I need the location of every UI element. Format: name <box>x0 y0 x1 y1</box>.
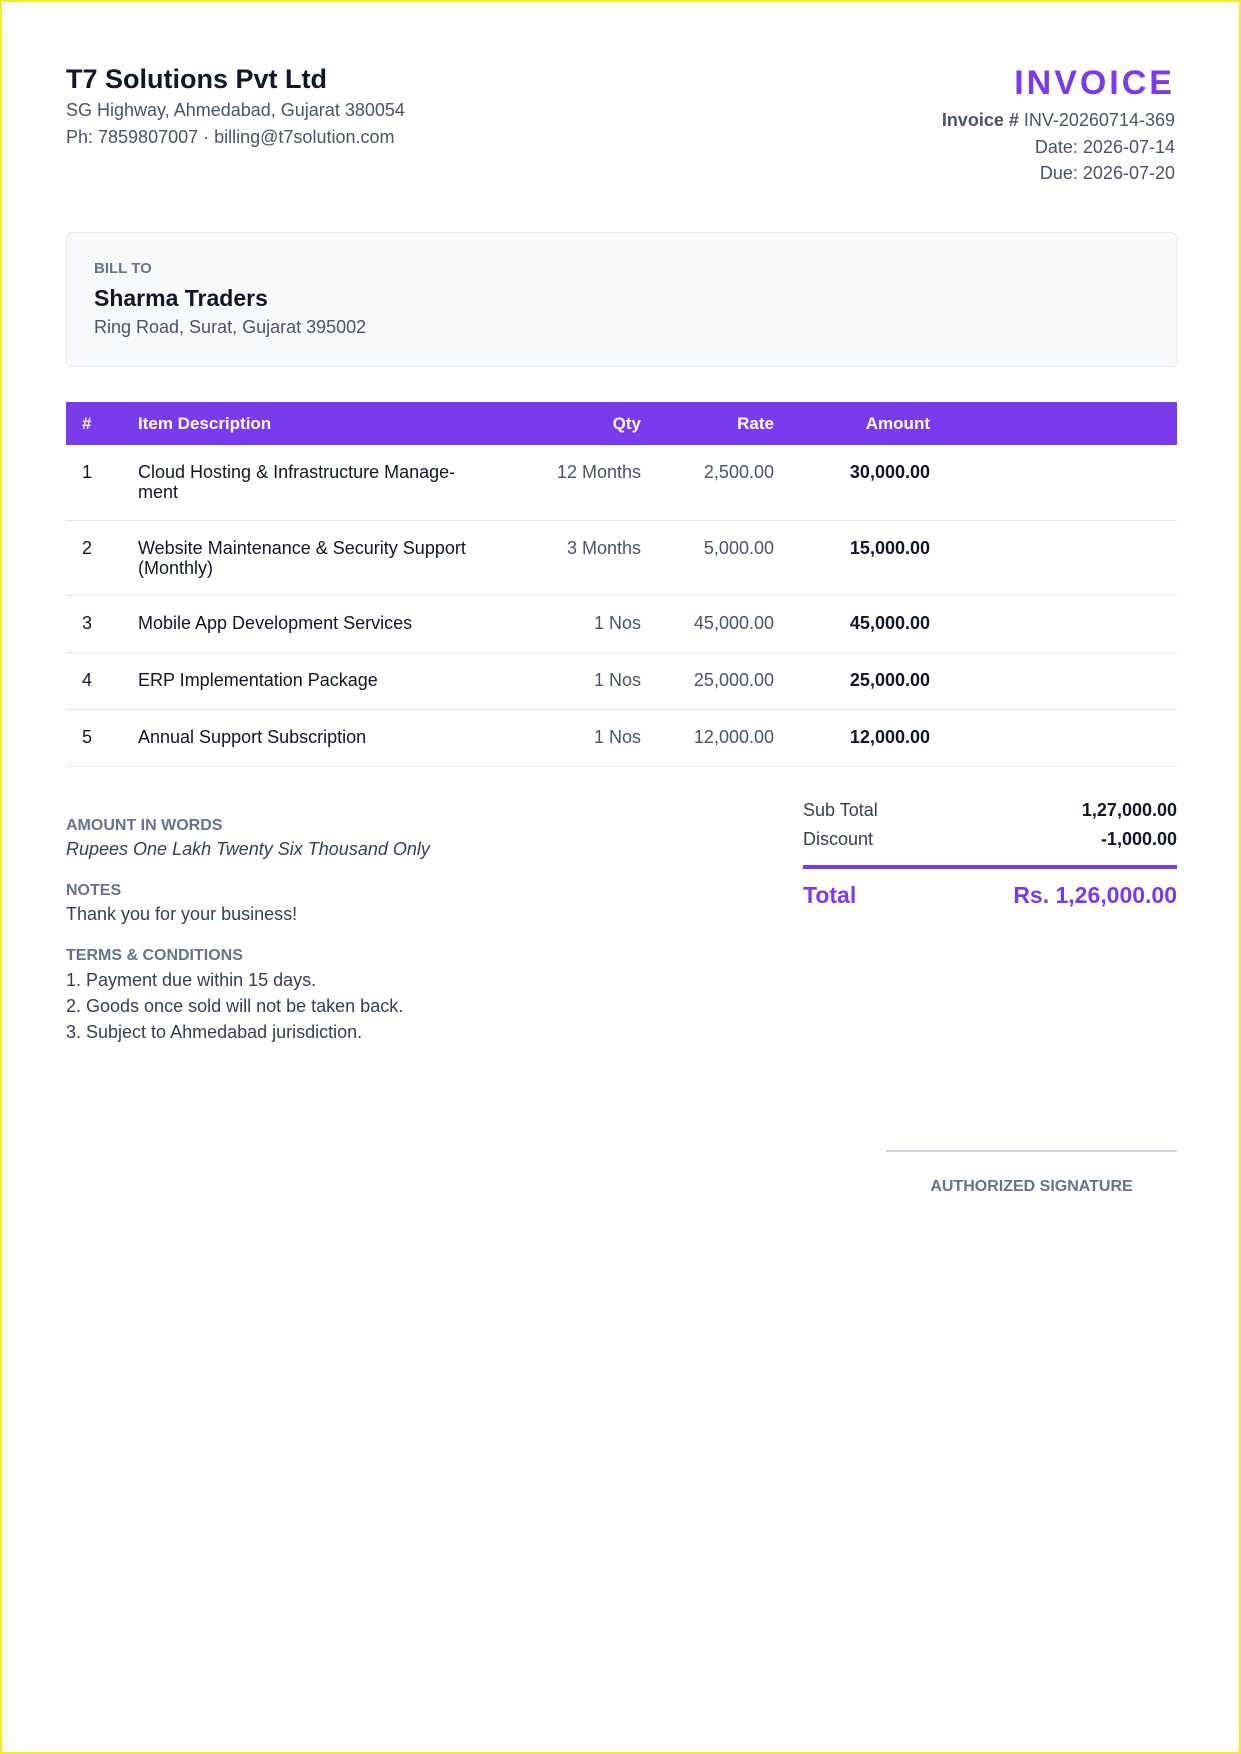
row-qty: 1 Nos <box>498 595 641 652</box>
row-amount: 30,000.00 <box>774 445 930 520</box>
row-description-line1: Website Maintenance & Security Support <box>138 537 466 558</box>
row-num: 3 <box>66 595 138 652</box>
row-amount: 12,000.00 <box>774 709 930 766</box>
row-num: 4 <box>66 652 138 709</box>
row-amount: 25,000.00 <box>774 652 930 709</box>
row-description-line1: Cloud Hosting & Infrastructure Manage- <box>138 462 456 482</box>
signature-line <box>886 1150 1177 1152</box>
row-qty: 12 Months <box>498 445 641 520</box>
row-num: 1 <box>66 445 138 520</box>
row-rate: 45,000.00 <box>641 595 774 652</box>
row-description-line2: (Monthly) <box>138 557 214 578</box>
row-description <box>138 520 498 595</box>
invoice-number-label: Invoice # <box>941 110 1019 130</box>
terms-item: 1. Payment due within 15 days. <box>66 970 317 990</box>
row-qty: 1 Nos <box>498 652 641 709</box>
total-label: Total <box>803 882 857 908</box>
terms-label: TERMS & CONDITIONS <box>66 947 243 964</box>
company-name: T7 Solutions Pvt Ltd <box>66 64 327 94</box>
invoice-title: INVOICE <box>1014 64 1175 102</box>
row-description: Annual Support Subscription <box>138 709 498 766</box>
bill-to-address: Ring Road, Surat, Gujarat 395002 <box>94 317 367 337</box>
invoice-number <box>942 110 1175 131</box>
table-row <box>66 709 1177 766</box>
company-address: SG Highway, Ahmedabad, Gujarat 380054 <box>66 100 405 120</box>
invoice-date: Date: 2026-07-14 <box>1034 137 1175 157</box>
discount-label: Discount <box>803 829 874 849</box>
row-rate: 25,000.00 <box>641 652 774 709</box>
row-amount: 15,000.00 <box>774 520 930 595</box>
table-row <box>66 445 1177 520</box>
row-num: 5 <box>66 709 138 766</box>
row-rate: 12,000.00 <box>641 709 774 766</box>
table-row <box>66 652 1177 709</box>
totals-divider <box>803 865 1177 869</box>
row-description: Mobile App Development Services <box>138 595 498 652</box>
subtotal-value: 1,27,000.00 <box>1081 800 1177 820</box>
items-table <box>66 402 1177 767</box>
table-header-row <box>66 402 1177 445</box>
table-row <box>66 595 1177 652</box>
bill-to-name: Sharma Traders <box>94 285 268 311</box>
total-value: Rs. 1,26,000.00 <box>1013 882 1177 908</box>
header-amount: Amount <box>774 402 930 445</box>
table-row <box>66 520 1177 595</box>
header-rate: Rate <box>641 402 774 445</box>
header-qty: Qty <box>498 402 641 445</box>
row-qty: 1 Nos <box>498 709 641 766</box>
invoice-number-value: INV-20260714-369 <box>1023 110 1175 130</box>
notes-text: Thank you for your business! <box>66 904 298 924</box>
row-num: 2 <box>66 520 138 595</box>
row-description <box>138 445 498 520</box>
row-amount: 45,000.00 <box>774 595 930 652</box>
subtotal-label: Sub Total <box>803 800 878 820</box>
header-description: Item Description <box>138 402 498 445</box>
invoice-due-date: Due: 2026-07-20 <box>1039 163 1175 183</box>
discount-value: -1,000.00 <box>1100 829 1177 849</box>
row-rate: 2,500.00 <box>641 445 774 520</box>
row-description-line2: ment <box>138 482 179 502</box>
company-contact: Ph: 7859807007 · billing@t7solution.com <box>66 127 395 147</box>
bill-to-box <box>66 232 1177 367</box>
bill-to-label: BILL TO <box>94 260 152 277</box>
amount-in-words-label: AMOUNT IN WORDS <box>66 817 223 834</box>
row-description: ERP Implementation Package <box>138 652 498 709</box>
header-num: # <box>66 402 138 445</box>
amount-in-words-text: Rupees One Lakh Twenty Six Thousand Only <box>66 839 430 859</box>
row-rate: 5,000.00 <box>641 520 774 595</box>
notes-label: NOTES <box>66 882 122 899</box>
row-qty: 3 Months <box>498 520 641 595</box>
terms-item: 2. Goods once sold will not be taken back. <box>66 996 404 1016</box>
signature-label: AUTHORIZED SIGNATURE <box>930 1178 1133 1195</box>
terms-item: 3. Subject to Ahmedabad jurisdiction. <box>66 1022 363 1042</box>
